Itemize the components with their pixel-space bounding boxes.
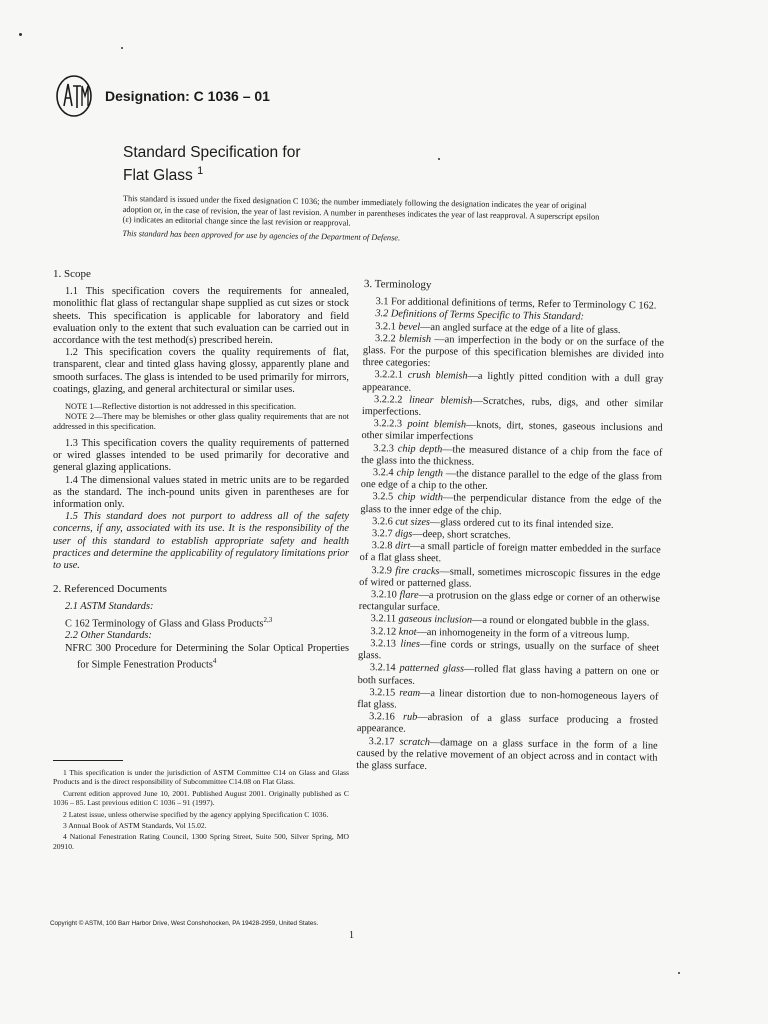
definition-number: 3.2.9 xyxy=(371,564,396,577)
definition-text: —damage on a glass surface in the form of a line caused by the relative movement of an object across and in contact with the glass surface. xyxy=(356,736,658,772)
definition-number: 3.2.2.3 xyxy=(373,418,408,430)
definition-term: crush blemish xyxy=(407,370,468,383)
title-line-2: Flat Glass $^1$ xyxy=(123,165,204,185)
definition-number: 3.2.2 xyxy=(374,332,400,345)
scope-heading: 1. Scope xyxy=(53,268,91,280)
definition-number: 3.2.3 xyxy=(373,442,398,455)
scope-1-3: 1.3 This specification covers the quality requirements of patterned or wired glasses intended to be used primarily for decorative and general glazing applications. xyxy=(53,438,349,474)
references-heading: 2. Referenced Documents xyxy=(53,583,167,596)
definition-text: —knots, dirt, stones, gaseous inclusions and other similar imperfections xyxy=(361,419,663,444)
ref-nfrc: NFRC 300 Procedure for Determining the Solar Optical Properties for Simple Fenestration Products$^4$ xyxy=(65,642,349,671)
definition-number: 3.2.16 xyxy=(369,711,404,723)
definition-number: 3.2.6 xyxy=(372,516,396,528)
note-1: NOTE 1—Reflective distortion is not addressed in this specification. xyxy=(65,402,296,412)
definition-term: fire cracks xyxy=(395,565,440,577)
definition-text: —Scratches, rubs, digs, and other similar imperfections. xyxy=(361,395,664,418)
term-3-1: 3.1 For additional definitions of terms, Refer to Terminology C 162. xyxy=(375,296,657,312)
footnote-1b: Current edition approved June 10, 2001. Published August 2001. Originally published as C 1036 – 85. Last previous edition C 1036 – 91 (1997). xyxy=(53,788,349,808)
definition-term: patterned glass xyxy=(399,662,465,675)
definition-item xyxy=(356,735,658,776)
definition-text: —a protrusion on the glass edge or corner of an otherwise rectangular surface. xyxy=(358,589,661,614)
scope-1-5: 1.5 This standard does not purport to address all of the safety concerns, if any, associated with its use. It is the responsibility of the user of this standard to establish appropriate safety and health practices and determine the applicability of regulatory limitations prior to use. xyxy=(53,511,349,572)
definition-term: blemish xyxy=(398,333,432,345)
definition-text: —rolled flat glass having a pattern on one or both surfaces. xyxy=(357,663,659,687)
definition-number: 3.2.15 xyxy=(369,686,400,699)
definition-text: —glass ordered cut to its final intended size. xyxy=(429,516,614,531)
definition-number: 3.2.5 xyxy=(372,491,398,504)
definition-text: —small, sometimes microscopic fissures in the edge of wired or patterned glass. xyxy=(359,565,661,590)
definition-term: rub xyxy=(402,711,418,724)
scope-1-1: 1.1 This specification covers the requirements for annealed, monolithic flat glass of rectangular shape supplied as cut sizes or stock sheets. This specification is applicable for laboratory and field evaluation only to the extent that such evaluation can be carried out in accordance with the test method(s) prescribed herein. xyxy=(53,286,349,347)
definitions-list xyxy=(356,321,664,777)
scan-speck xyxy=(678,972,680,974)
definition-number: 3.2.10 xyxy=(370,589,400,601)
definition-text: —an angled surface at the edge of a lite of glass. xyxy=(420,321,621,336)
dod-approval: This standard has been approved for use by agencies of the Department of Defense. xyxy=(122,228,401,242)
definition-text: —a small particle of foreign matter embedded in the surface of a flat glass sheet. xyxy=(359,541,661,565)
definition-term: digs xyxy=(395,528,413,540)
definition-term: gaseous inclusion xyxy=(398,614,473,627)
definition-term: ream xyxy=(399,687,421,699)
footnote-rule xyxy=(53,760,123,761)
scope-1-2: 1.2 This specification covers the quality requirements of flat, transparent, clear and tinted glass having glossy, apparently plane and smooth surfaces. The glass is intended to be used primarily for mirrors, coatings, glazing, and general architectural or similar uses. xyxy=(53,347,349,395)
footnote-3: 3 Annual Book of ASTM Standards, Vol 15.02. xyxy=(63,821,207,831)
footnote-4: 4 National Fenestration Rating Council, 1300 Spring Street, Suite 500, Silver Spring, MO 20910. xyxy=(53,832,349,851)
ref-2-2: 2.2 Other Standards: xyxy=(65,630,152,642)
definition-term: chip width xyxy=(397,492,444,504)
definition-term: bevel xyxy=(398,321,421,333)
left-column xyxy=(53,268,349,671)
definition-term: chip length xyxy=(396,467,444,480)
definition-text: —an inhomogeneity in the form of a vitreous lump. xyxy=(416,626,630,641)
footnotes xyxy=(53,768,349,853)
definition-number: 3.2.4 xyxy=(372,467,397,479)
definition-number: 3.2.1 xyxy=(375,320,399,333)
definition-term: chip depth xyxy=(397,443,443,455)
definition-text: —an imperfection in the body or on the surface of the glass. For the purpose of this specification blemishes are divided into three categories: xyxy=(362,333,665,370)
copyright: Copyright © ASTM, 100 Barr Harbor Drive, West Conshohocken, PA 19428-2959, United States. xyxy=(50,920,319,927)
designation: Designation: C 1036 – 01 xyxy=(105,88,270,104)
definition-text: —the measured distance of a chip from the face of the glass into the thickness. xyxy=(361,443,663,468)
definition-number: 3.2.8 xyxy=(371,540,396,552)
definition-term: flare xyxy=(399,589,419,601)
note-2: NOTE 2—There may be blemishes or other glass quality requirements that are not addressed in this specification. xyxy=(53,412,349,432)
definition-text: —a linear distortion due to non-homogeneous layers of flat glass. xyxy=(357,687,659,711)
scan-speck xyxy=(438,158,440,160)
definition-number: 3.2.17 xyxy=(368,735,400,748)
right-column xyxy=(356,278,665,777)
definition-text: —the perpendicular distance from the edge of the glass to the inner edge of the chip. xyxy=(360,492,662,517)
definition-term: cut sizes xyxy=(395,516,431,528)
definition-text: —the distance parallel to the edge of the glass from one edge of a chip to the other. xyxy=(360,468,662,493)
definition-item xyxy=(363,333,665,374)
scan-speck xyxy=(121,47,123,49)
definition-number: 3.2.11 xyxy=(370,613,399,626)
term-3-2: 3.2 Definitions of Terms Specific to This Standard: xyxy=(375,308,585,323)
terminology-heading: 3. Terminology xyxy=(363,278,432,292)
definition-text: —fine cords or strings, usually on the surface of sheet glass. xyxy=(357,638,660,662)
scope-1-4: 1.4 The dimensional values stated in metric units are to be regarded as the standard. The inch-pound units given in parentheses are for information only. xyxy=(53,474,349,511)
definition-text: —deep, short scratches. xyxy=(412,528,511,542)
ref-2-1: 2.1 ASTM Standards: xyxy=(65,601,154,613)
definition-number: 3.2.2.2 xyxy=(374,394,410,406)
definition-number: 3.2.14 xyxy=(369,662,400,674)
definition-term: linear blemish xyxy=(409,394,473,407)
page-number: 1 xyxy=(349,930,354,941)
ref-c162: C 162 Terminology of Glass and Glass Products$^{2,3}$ xyxy=(65,615,273,630)
definition-term: knot xyxy=(398,626,417,638)
definition-term: point blemish xyxy=(407,418,467,431)
definition-term: lines xyxy=(400,638,420,650)
astm-logo xyxy=(55,74,93,118)
definition-term: dirt xyxy=(395,540,411,553)
issuance-statement xyxy=(122,194,601,247)
definition-number: 3.2.12 xyxy=(370,625,399,638)
definition-number: 3.2.7 xyxy=(371,528,396,540)
definition-text: —a lightly pitted condition with a dull gray appearance. xyxy=(362,371,664,394)
issuance-text: This standard is issued under the fixed designation C 1036; the number immediately following the designation indicates the year of original adoption or, in the case of revision, the year of last revision. A number in parentheses indicates the year of last reapproval. A superscript epsilon (ε) indicates an editorial change since the last revision or reapproval. xyxy=(122,194,600,228)
title-footnote-mark: 1 xyxy=(197,165,204,177)
scan-speck xyxy=(19,33,22,36)
footnote-1: 1 This specification is under the jurisdiction of ASTM Committee C14 on Glass and Glass Products and is the direct responsibility of Subcommittee C14.08 on Flat Glass. xyxy=(53,768,349,787)
definition-text: —a round or elongated bubble in the glass. xyxy=(471,615,650,630)
title-line-1: Standard Specification for xyxy=(123,144,301,161)
definition-text: —abrasion of a glass surface producing a frosted appearance. xyxy=(356,712,659,736)
document-title xyxy=(123,144,301,185)
definition-number: 3.2.2.1 xyxy=(374,369,408,382)
definition-term: scratch xyxy=(399,736,430,748)
definition-number: 3.2.13 xyxy=(370,638,401,650)
footnote-2: 2 Latest issue, unless otherwise specified by the agency applying Specification C 1036. xyxy=(63,809,329,819)
